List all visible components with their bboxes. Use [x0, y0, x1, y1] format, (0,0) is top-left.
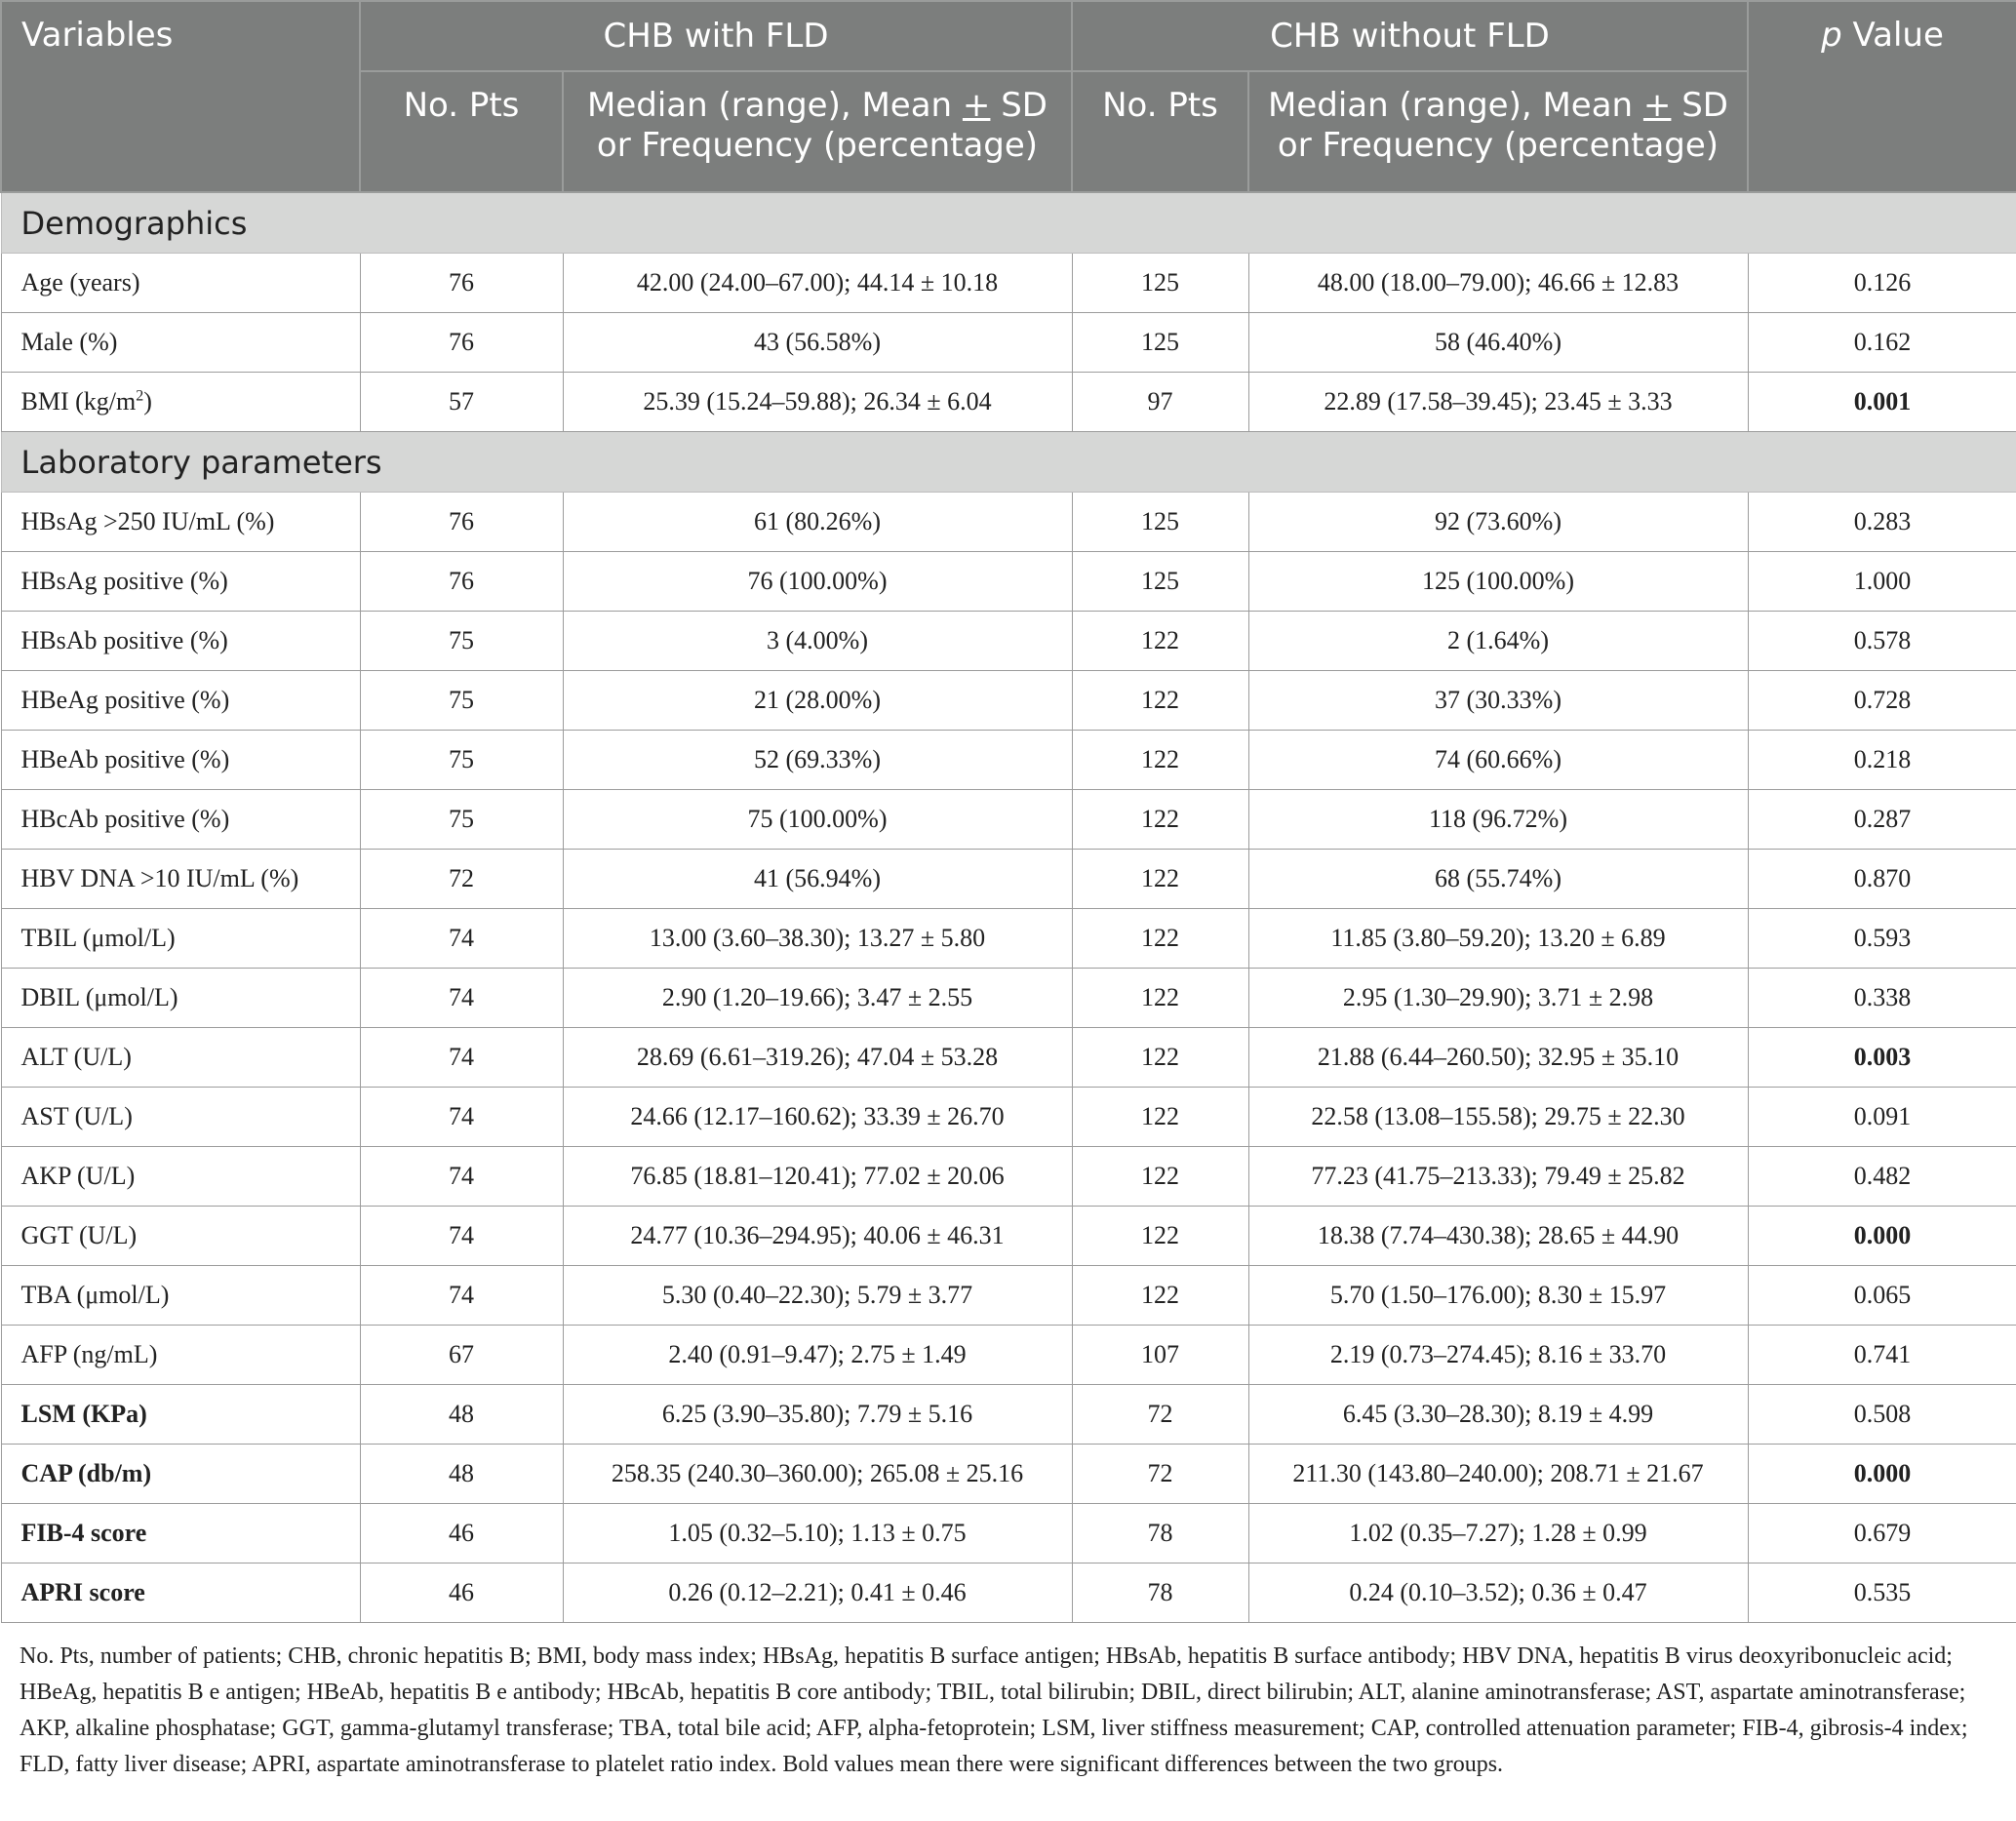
cell-value-with-fld: 13.00 (3.60–38.30); 13.27 ± 5.80 — [563, 909, 1072, 969]
header-p-value — [1748, 1, 2016, 192]
table-row — [1, 671, 2016, 731]
cell-variable: HBsAg >250 IU/mL (%) — [1, 493, 360, 552]
cell-n-with-fld: 74 — [360, 1266, 563, 1326]
cell-value-without-fld: 2.95 (1.30–29.90); 3.71 ± 2.98 — [1248, 969, 1748, 1028]
cell-n-with-fld: 48 — [360, 1385, 563, 1445]
table-row — [1, 1207, 2016, 1266]
cell-p-value: 0.535 — [1748, 1564, 2016, 1623]
cell-value-without-fld: 58 (46.40%) — [1248, 313, 1748, 373]
table-row — [1, 969, 2016, 1028]
cell-n-without-fld: 125 — [1072, 493, 1248, 552]
cell-p-value: 0.508 — [1748, 1385, 2016, 1445]
cell-n-without-fld: 122 — [1072, 969, 1248, 1028]
cell-value-with-fld: 76 (100.00%) — [563, 552, 1072, 612]
section-row-laboratory — [1, 432, 2016, 493]
cell-value-without-fld: 2.19 (0.73–274.45); 8.16 ± 33.70 — [1248, 1326, 1748, 1385]
table-row — [1, 1385, 2016, 1445]
cell-value-with-fld: 3 (4.00%) — [563, 612, 1072, 671]
cell-p-value: 0.091 — [1748, 1088, 2016, 1147]
cell-value-without-fld: 11.85 (3.80–59.20); 13.20 ± 6.89 — [1248, 909, 1748, 969]
cell-p-value: 0.218 — [1748, 731, 2016, 790]
cell-p-value: 0.126 — [1748, 254, 2016, 313]
cell-value-with-fld: 42.00 (24.00–67.00); 44.14 ± 10.18 — [563, 254, 1072, 313]
cell-p-value: 0.593 — [1748, 909, 2016, 969]
cell-n-with-fld: 75 — [360, 731, 563, 790]
cell-n-with-fld: 75 — [360, 671, 563, 731]
cell-n-with-fld: 75 — [360, 612, 563, 671]
cell-p-value: 0.000 — [1748, 1445, 2016, 1504]
cell-variable: AKP (U/L) — [1, 1147, 360, 1207]
cell-p-value: 0.283 — [1748, 493, 2016, 552]
header-desc-2: Median (range), Mean + SD or Frequency (percentage) — [1248, 71, 1748, 192]
p-symbol: p — [1821, 16, 1842, 55]
cell-n-with-fld: 46 — [360, 1504, 563, 1564]
cell-variable: TBA (μmol/L) — [1, 1266, 360, 1326]
cell-variable: ALT (U/L) — [1, 1028, 360, 1088]
table-row — [1, 1564, 2016, 1623]
cell-value-without-fld: 1.02 (0.35–7.27); 1.28 ± 0.99 — [1248, 1504, 1748, 1564]
cell-p-value: 1.000 — [1748, 552, 2016, 612]
cell-value-with-fld: 52 (69.33%) — [563, 731, 1072, 790]
cell-n-without-fld: 125 — [1072, 254, 1248, 313]
table-body — [1, 192, 2016, 1623]
cell-n-without-fld: 107 — [1072, 1326, 1248, 1385]
cell-value-with-fld: 258.35 (240.30–360.00); 265.08 ± 25.16 — [563, 1445, 1072, 1504]
table-row — [1, 373, 2016, 432]
cell-value-without-fld: 6.45 (3.30–28.30); 8.19 ± 4.99 — [1248, 1385, 1748, 1445]
cell-n-without-fld: 78 — [1072, 1564, 1248, 1623]
cell-value-with-fld: 24.77 (10.36–294.95); 40.06 ± 46.31 — [563, 1207, 1072, 1266]
cell-n-without-fld: 122 — [1072, 731, 1248, 790]
cell-value-without-fld: 211.30 (143.80–240.00); 208.71 ± 21.67 — [1248, 1445, 1748, 1504]
cell-n-with-fld: 76 — [360, 313, 563, 373]
cell-n-without-fld: 122 — [1072, 1088, 1248, 1147]
cell-value-without-fld: 21.88 (6.44–260.50); 32.95 ± 35.10 — [1248, 1028, 1748, 1088]
cell-n-without-fld: 122 — [1072, 1266, 1248, 1326]
cell-value-without-fld: 118 (96.72%) — [1248, 790, 1748, 850]
cell-value-with-fld: 25.39 (15.24–59.88); 26.34 ± 6.04 — [563, 373, 1072, 432]
cell-variable: Age (years) — [1, 254, 360, 313]
cell-variable: DBIL (μmol/L) — [1, 969, 360, 1028]
cell-n-with-fld: 72 — [360, 850, 563, 909]
cell-n-with-fld: 67 — [360, 1326, 563, 1385]
cell-n-without-fld: 122 — [1072, 1207, 1248, 1266]
header-group-without-fld: CHB without FLD — [1072, 1, 1748, 71]
cell-variable: Male (%) — [1, 313, 360, 373]
cell-variable: AST (U/L) — [1, 1088, 360, 1147]
header-desc-1: Median (range), Mean + SD or Frequency (percentage) — [563, 71, 1072, 192]
table-row — [1, 1028, 2016, 1088]
cell-n-with-fld: 74 — [360, 909, 563, 969]
cell-p-value: 0.870 — [1748, 850, 2016, 909]
cell-p-value: 0.000 — [1748, 1207, 2016, 1266]
cell-variable: HBcAb positive (%) — [1, 790, 360, 850]
cell-variable: HBeAg positive (%) — [1, 671, 360, 731]
cell-p-value: 0.741 — [1748, 1326, 2016, 1385]
table-row — [1, 1147, 2016, 1207]
table-row — [1, 254, 2016, 313]
cell-n-with-fld: 57 — [360, 373, 563, 432]
header-no-pts-1: No. Pts — [360, 71, 563, 192]
section-label: Demographics — [1, 192, 2016, 254]
cell-p-value: 0.003 — [1748, 1028, 2016, 1088]
table-row — [1, 313, 2016, 373]
cell-n-without-fld: 122 — [1072, 790, 1248, 850]
cell-value-without-fld: 68 (55.74%) — [1248, 850, 1748, 909]
cell-n-with-fld: 74 — [360, 1147, 563, 1207]
cell-n-with-fld: 74 — [360, 969, 563, 1028]
cell-p-value: 0.338 — [1748, 969, 2016, 1028]
cell-value-with-fld: 2.90 (1.20–19.66); 3.47 ± 2.55 — [563, 969, 1072, 1028]
cell-value-with-fld: 76.85 (18.81–120.41); 77.02 ± 20.06 — [563, 1147, 1072, 1207]
cell-n-with-fld: 48 — [360, 1445, 563, 1504]
cell-n-with-fld: 46 — [360, 1564, 563, 1623]
cell-n-with-fld: 74 — [360, 1028, 563, 1088]
section-label: Laboratory parameters — [1, 432, 2016, 493]
cell-n-without-fld: 122 — [1072, 612, 1248, 671]
cell-value-without-fld: 18.38 (7.74–430.38); 28.65 ± 44.90 — [1248, 1207, 1748, 1266]
cell-variable: CAP (db/m) — [1, 1445, 360, 1504]
cell-p-value: 0.578 — [1748, 612, 2016, 671]
table-footnote: No. Pts, number of patients; CHB, chronic hepatitis B; BMI, body mass index; HBsAg, hepatitis B surface antigen; HBsAb, hepatitis B surface antibody; HBV DNA, hepatitis B virus deoxyribonucleic acid; HBeAg, hepatitis B e antigen; HBeAb, hepatitis B e antibody; HBcAb, hepatitis B core antibody; TBIL, total bilirubin; DBIL, direct bilirubin; ALT, alanine aminotransferase; AST, aspartate aminotransferase; AKP, alkaline phosphatase; GGT, gamma-glutamyl transferase; TBA, total bile acid; AFP, alpha-fetoprotein; LSM, liver stiffness measurement; CAP, controlled attenuation parameter; FIB-4, gibrosis-4 index; FLD, fatty liver disease; APRI, aspartate aminotransferase to platelet ratio index. Bold values mean there were significant differences between the two groups. — [20, 1643, 1968, 1777]
cell-n-without-fld: 97 — [1072, 373, 1248, 432]
cell-n-without-fld: 125 — [1072, 552, 1248, 612]
cell-variable: BMI $(kg/m^2)$ — [1, 373, 360, 432]
table-header — [1, 1, 2016, 192]
p-value-label: Value — [1841, 16, 1944, 55]
table-row — [1, 612, 2016, 671]
cell-p-value: 0.728 — [1748, 671, 2016, 731]
cell-p-value: 0.162 — [1748, 313, 2016, 373]
cell-p-value: 0.287 — [1748, 790, 2016, 850]
cell-variable: GGT (U/L) — [1, 1207, 360, 1266]
cell-value-with-fld: 75 (100.00%) — [563, 790, 1072, 850]
cell-value-with-fld: 24.66 (12.17–160.62); 33.39 ± 26.70 — [563, 1088, 1072, 1147]
cell-variable: HBsAg positive (%) — [1, 552, 360, 612]
cell-value-without-fld: 0.24 (0.10–3.52); 0.36 ± 0.47 — [1248, 1564, 1748, 1623]
cell-p-value: 0.482 — [1748, 1147, 2016, 1207]
cell-variable: HBsAb positive (%) — [1, 612, 360, 671]
cell-n-with-fld: 76 — [360, 254, 563, 313]
cell-value-with-fld: 43 (56.58%) — [563, 313, 1072, 373]
cell-variable: HBeAb positive (%) — [1, 731, 360, 790]
cell-n-with-fld: 75 — [360, 790, 563, 850]
cell-n-without-fld: 122 — [1072, 1028, 1248, 1088]
cell-variable: APRI score — [1, 1564, 360, 1623]
cell-n-with-fld: 74 — [360, 1207, 563, 1266]
header-group-with-fld: CHB with FLD — [360, 1, 1072, 71]
table-row — [1, 1088, 2016, 1147]
cell-variable: LSM (KPa) — [1, 1385, 360, 1445]
cell-value-with-fld: 41 (56.94%) — [563, 850, 1072, 909]
cell-n-without-fld: 72 — [1072, 1385, 1248, 1445]
cell-n-with-fld: 76 — [360, 552, 563, 612]
cell-value-without-fld: 77.23 (41.75–213.33); 79.49 ± 25.82 — [1248, 1147, 1748, 1207]
cell-value-without-fld: 2 (1.64%) — [1248, 612, 1748, 671]
cell-n-without-fld: 125 — [1072, 313, 1248, 373]
cell-value-with-fld: 5.30 (0.40–22.30); 5.79 ± 3.77 — [563, 1266, 1072, 1326]
cell-value-without-fld: 37 (30.33%) — [1248, 671, 1748, 731]
header-variables: Variables — [1, 1, 360, 192]
cell-value-without-fld: 74 (60.66%) — [1248, 731, 1748, 790]
cell-value-without-fld: 48.00 (18.00–79.00); 46.66 ± 12.83 — [1248, 254, 1748, 313]
cell-value-with-fld: 2.40 (0.91–9.47); 2.75 ± 1.49 — [563, 1326, 1072, 1385]
cell-n-without-fld: 78 — [1072, 1504, 1248, 1564]
table-row — [1, 1445, 2016, 1504]
cell-n-with-fld: 76 — [360, 493, 563, 552]
table-row — [1, 790, 2016, 850]
cell-value-with-fld: 21 (28.00%) — [563, 671, 1072, 731]
cell-value-without-fld: 5.70 (1.50–176.00); 8.30 ± 15.97 — [1248, 1266, 1748, 1326]
table-row — [1, 731, 2016, 790]
cell-value-with-fld: 0.26 (0.12–2.21); 0.41 ± 0.46 — [563, 1564, 1072, 1623]
cell-n-with-fld: 74 — [360, 1088, 563, 1147]
cell-n-without-fld: 122 — [1072, 909, 1248, 969]
cell-value-without-fld: 125 (100.00%) — [1248, 552, 1748, 612]
cell-value-without-fld: 22.58 (13.08–155.58); 29.75 ± 22.30 — [1248, 1088, 1748, 1147]
cell-value-without-fld: 92 (73.60%) — [1248, 493, 1748, 552]
cell-p-value: 0.065 — [1748, 1266, 2016, 1326]
cell-value-without-fld: 22.89 (17.58–39.45); 23.45 ± 3.33 — [1248, 373, 1748, 432]
cell-p-value: 0.679 — [1748, 1504, 2016, 1564]
cell-value-with-fld: 28.69 (6.61–319.26); 47.04 ± 53.28 — [563, 1028, 1072, 1088]
table-row — [1, 909, 2016, 969]
header-no-pts-2: No. Pts — [1072, 71, 1248, 192]
table-row — [1, 552, 2016, 612]
table-row — [1, 1504, 2016, 1564]
cell-p-value: 0.001 — [1748, 373, 2016, 432]
cell-variable: FIB-4 score — [1, 1504, 360, 1564]
cell-variable: AFP (ng/mL) — [1, 1326, 360, 1385]
table-row — [1, 850, 2016, 909]
table-row — [1, 1266, 2016, 1326]
cell-n-without-fld: 122 — [1072, 671, 1248, 731]
cell-n-without-fld: 122 — [1072, 850, 1248, 909]
cell-value-with-fld: 6.25 (3.90–35.80); 7.79 ± 5.16 — [563, 1385, 1072, 1445]
cell-value-with-fld: 1.05 (0.32–5.10); 1.13 ± 0.75 — [563, 1504, 1072, 1564]
cell-value-with-fld: 61 (80.26%) — [563, 493, 1072, 552]
section-row-demographics — [1, 192, 2016, 254]
cell-n-without-fld: 122 — [1072, 1147, 1248, 1207]
cell-n-without-fld: 72 — [1072, 1445, 1248, 1504]
cell-variable: HBV DNA >10 IU/mL (%) — [1, 850, 360, 909]
table-row — [1, 493, 2016, 552]
cell-variable: TBIL (μmol/L) — [1, 909, 360, 969]
table-row — [1, 1326, 2016, 1385]
